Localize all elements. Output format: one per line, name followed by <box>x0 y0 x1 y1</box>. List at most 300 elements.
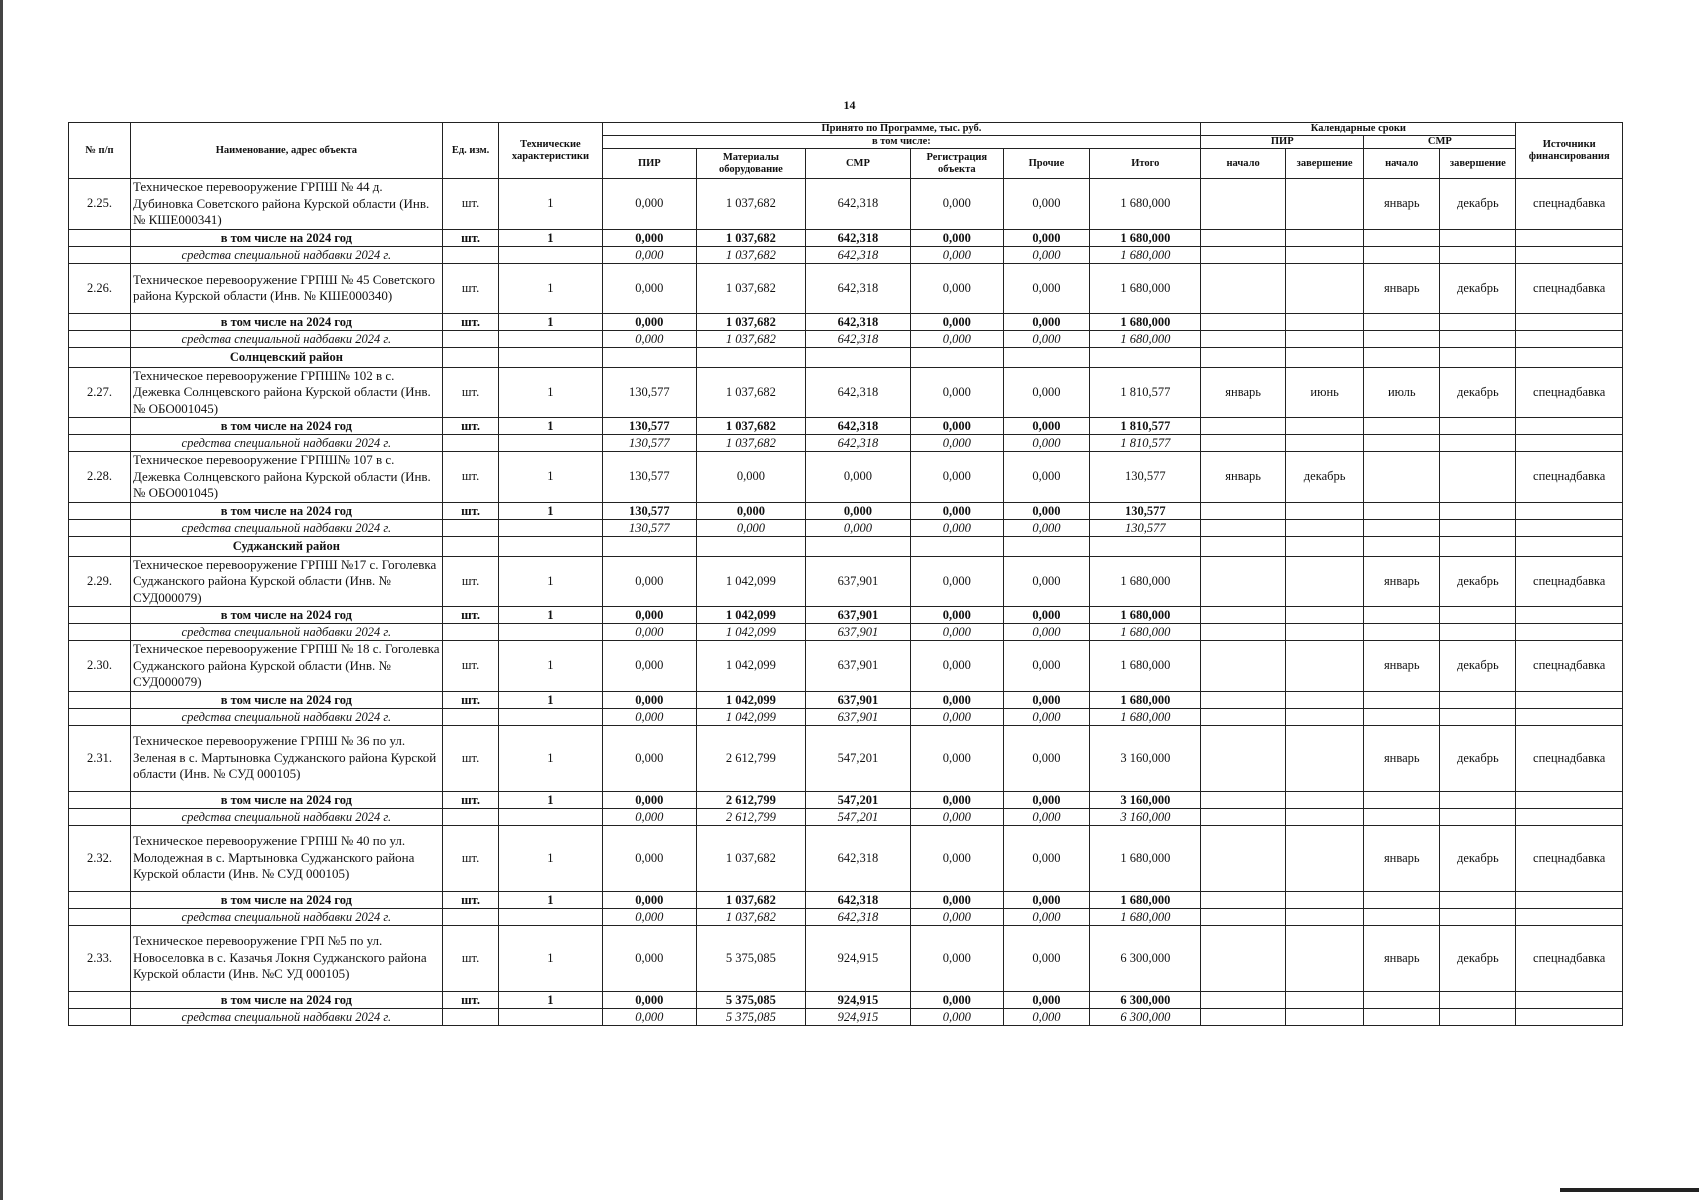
row-empty-cell <box>1286 624 1364 641</box>
object-pir-end <box>1286 263 1364 313</box>
region-empty-cell <box>805 347 910 367</box>
row-tech <box>499 519 602 536</box>
year-row <box>69 313 1623 330</box>
row-total: 1 680,000 <box>1090 891 1201 908</box>
row-empty-cell <box>1364 229 1440 246</box>
object-materials: 1 037,682 <box>697 179 806 230</box>
object-pir-end <box>1286 179 1364 230</box>
row-pir: 0,000 <box>602 229 697 246</box>
object-number: 2.32. <box>69 825 131 891</box>
object-smr: 637,901 <box>805 556 910 607</box>
row-empty-cell <box>1440 229 1516 246</box>
fund-label: средства специальной надбавки 2024 г. <box>130 808 442 825</box>
row-total: 1 680,000 <box>1090 691 1201 708</box>
row-total: 6 300,000 <box>1090 991 1201 1008</box>
object-pir: 0,000 <box>602 925 697 991</box>
row-empty-cell <box>1201 246 1286 263</box>
object-total: 130,577 <box>1090 452 1201 503</box>
object-registration: 0,000 <box>911 367 1003 418</box>
row-empty-cell <box>1201 519 1286 536</box>
object-pir-end <box>1286 556 1364 607</box>
object-smr-end: декабрь <box>1440 556 1516 607</box>
header-tech: Технические характеристики <box>499 123 602 179</box>
year-row <box>69 691 1623 708</box>
row-empty-cell <box>1286 313 1364 330</box>
object-name: Техническое перевооружение ГРП №5 по ул. Новоселовка в с. Казачья Локня Суджанского района Курской области (Инв. №С УД 000105) <box>130 925 442 991</box>
row-empty-cell <box>1286 991 1364 1008</box>
object-tech: 1 <box>499 179 602 230</box>
row-registration: 0,000 <box>911 418 1003 435</box>
object-registration: 0,000 <box>911 925 1003 991</box>
row-other: 0,000 <box>1003 330 1090 347</box>
object-registration: 0,000 <box>911 725 1003 791</box>
region-empty-cell <box>1201 536 1286 556</box>
row-other: 0,000 <box>1003 502 1090 519</box>
row-registration: 0,000 <box>911 808 1003 825</box>
row-pir: 130,577 <box>602 502 697 519</box>
row-empty-cell <box>1286 229 1364 246</box>
row-smr: 924,915 <box>805 1008 910 1025</box>
row-empty-cell <box>1201 691 1286 708</box>
object-row <box>69 725 1623 791</box>
object-other: 0,000 <box>1003 179 1090 230</box>
object-total: 3 160,000 <box>1090 725 1201 791</box>
region-empty-cell <box>1440 347 1516 367</box>
header-pir: ПИР <box>602 149 697 179</box>
header-materials: Материалы оборудование <box>697 149 806 179</box>
object-pir-start <box>1201 925 1286 991</box>
object-pir-end: декабрь <box>1286 452 1364 503</box>
object-row <box>69 179 1623 230</box>
region-empty-cell <box>1090 347 1201 367</box>
region-empty-cell <box>697 536 806 556</box>
row-empty-cell <box>1516 519 1623 536</box>
row-empty-cell <box>1286 691 1364 708</box>
row-unit: шт. <box>442 891 499 908</box>
region-empty-cell <box>1516 347 1623 367</box>
row-empty-cell <box>1201 624 1286 641</box>
header-calendar: Календарные сроки <box>1201 123 1516 136</box>
row-unit <box>442 808 499 825</box>
year-row <box>69 418 1623 435</box>
region-empty-cell <box>1440 536 1516 556</box>
fund-row <box>69 624 1623 641</box>
row-empty-cell <box>1440 624 1516 641</box>
header-no: № п/п <box>69 123 131 179</box>
object-source: спецнадбавка <box>1516 452 1623 503</box>
row-total: 1 680,000 <box>1090 330 1201 347</box>
row-empty-cell <box>1516 435 1623 452</box>
row-registration: 0,000 <box>911 1008 1003 1025</box>
fund-label: средства специальной надбавки 2024 г. <box>130 624 442 641</box>
object-row <box>69 452 1623 503</box>
year-label: в том числе на 2024 год <box>130 891 442 908</box>
row-unit: шт. <box>442 313 499 330</box>
object-pir-start <box>1201 179 1286 230</box>
row-tech: 1 <box>499 502 602 519</box>
row-empty-cell <box>1516 708 1623 725</box>
object-row <box>69 556 1623 607</box>
region-empty-cell <box>1201 347 1286 367</box>
row-empty-cell <box>1286 791 1364 808</box>
header-including: в том числе: <box>602 136 1201 149</box>
object-source: спецнадбавка <box>1516 925 1623 991</box>
region-empty-cell <box>805 536 910 556</box>
year-row <box>69 229 1623 246</box>
header-cal-pir: ПИР <box>1201 136 1364 149</box>
row-empty-cell <box>69 708 131 725</box>
row-tech: 1 <box>499 313 602 330</box>
row-empty-cell <box>1440 418 1516 435</box>
row-smr: 642,318 <box>805 891 910 908</box>
row-pir: 130,577 <box>602 435 697 452</box>
row-empty-cell <box>1364 502 1440 519</box>
row-pir: 0,000 <box>602 891 697 908</box>
year-label: в том числе на 2024 год <box>130 991 442 1008</box>
row-tech <box>499 246 602 263</box>
year-label: в том числе на 2024 год <box>130 229 442 246</box>
region-empty-cell <box>69 536 131 556</box>
row-unit: шт. <box>442 229 499 246</box>
row-empty-cell <box>1286 330 1364 347</box>
object-smr: 642,318 <box>805 263 910 313</box>
object-pir-end <box>1286 725 1364 791</box>
row-smr: 0,000 <box>805 502 910 519</box>
object-pir-start <box>1201 556 1286 607</box>
row-materials: 1 037,682 <box>697 246 806 263</box>
row-empty-cell <box>1516 691 1623 708</box>
object-other: 0,000 <box>1003 263 1090 313</box>
row-empty-cell <box>1201 435 1286 452</box>
object-smr-start: январь <box>1364 179 1440 230</box>
row-tech <box>499 908 602 925</box>
row-materials: 1 037,682 <box>697 313 806 330</box>
object-tech: 1 <box>499 925 602 991</box>
row-empty-cell <box>1440 435 1516 452</box>
row-total: 1 810,577 <box>1090 418 1201 435</box>
row-registration: 0,000 <box>911 891 1003 908</box>
object-name: Техническое перевооружение ГРПШ № 45 Советского района Курской области (Инв. № КШЕ000340) <box>130 263 442 313</box>
object-total: 1 680,000 <box>1090 825 1201 891</box>
row-pir: 0,000 <box>602 607 697 624</box>
row-unit <box>442 908 499 925</box>
object-pir: 0,000 <box>602 263 697 313</box>
year-label: в том числе на 2024 год <box>130 502 442 519</box>
header-total: Итого <box>1090 149 1201 179</box>
row-other: 0,000 <box>1003 519 1090 536</box>
object-tech: 1 <box>499 641 602 692</box>
row-tech: 1 <box>499 229 602 246</box>
object-smr: 0,000 <box>805 452 910 503</box>
row-empty-cell <box>1440 607 1516 624</box>
row-smr: 642,318 <box>805 246 910 263</box>
row-empty-cell <box>1516 418 1623 435</box>
region-empty-cell <box>911 536 1003 556</box>
row-pir: 0,000 <box>602 1008 697 1025</box>
row-other: 0,000 <box>1003 1008 1090 1025</box>
row-unit <box>442 624 499 641</box>
row-empty-cell <box>1286 808 1364 825</box>
row-smr: 642,318 <box>805 229 910 246</box>
fund-row <box>69 1008 1623 1025</box>
object-unit: шт. <box>442 179 499 230</box>
row-empty-cell <box>1201 808 1286 825</box>
region-empty-cell <box>602 536 697 556</box>
region-empty-cell <box>911 347 1003 367</box>
row-empty-cell <box>1286 908 1364 925</box>
row-empty-cell <box>1364 891 1440 908</box>
row-empty-cell <box>1201 418 1286 435</box>
row-pir: 130,577 <box>602 418 697 435</box>
object-smr: 642,318 <box>805 825 910 891</box>
row-empty-cell <box>69 891 131 908</box>
region-empty-cell <box>697 347 806 367</box>
region-row <box>69 347 1623 367</box>
row-smr: 642,318 <box>805 418 910 435</box>
object-unit: шт. <box>442 925 499 991</box>
row-registration: 0,000 <box>911 908 1003 925</box>
row-empty-cell <box>69 330 131 347</box>
region-empty-cell <box>442 347 499 367</box>
row-empty-cell <box>1516 624 1623 641</box>
row-unit <box>442 1008 499 1025</box>
row-registration: 0,000 <box>911 502 1003 519</box>
row-empty-cell <box>1364 246 1440 263</box>
row-empty-cell <box>69 246 131 263</box>
row-unit <box>442 708 499 725</box>
object-row <box>69 825 1623 891</box>
object-number: 2.28. <box>69 452 131 503</box>
object-smr-end <box>1440 452 1516 503</box>
row-tech: 1 <box>499 791 602 808</box>
region-name: Суджанский район <box>130 536 442 556</box>
row-unit <box>442 330 499 347</box>
row-unit: шт. <box>442 791 499 808</box>
object-pir-start <box>1201 641 1286 692</box>
object-tech: 1 <box>499 725 602 791</box>
row-empty-cell <box>1286 246 1364 263</box>
row-smr: 637,901 <box>805 708 910 725</box>
object-other: 0,000 <box>1003 452 1090 503</box>
row-pir: 0,000 <box>602 313 697 330</box>
row-empty-cell <box>1201 1008 1286 1025</box>
object-number: 2.29. <box>69 556 131 607</box>
object-smr-start: январь <box>1364 825 1440 891</box>
row-unit <box>442 519 499 536</box>
header-smr: СМР <box>805 149 910 179</box>
object-source: спецнадбавка <box>1516 556 1623 607</box>
row-empty-cell <box>69 691 131 708</box>
object-other: 0,000 <box>1003 367 1090 418</box>
row-empty-cell <box>1440 991 1516 1008</box>
row-registration: 0,000 <box>911 624 1003 641</box>
object-materials: 1 037,682 <box>697 825 806 891</box>
row-unit: шт. <box>442 418 499 435</box>
region-row <box>69 536 1623 556</box>
object-smr: 547,201 <box>805 725 910 791</box>
object-registration: 0,000 <box>911 452 1003 503</box>
object-total: 6 300,000 <box>1090 925 1201 991</box>
region-empty-cell <box>69 347 131 367</box>
row-empty-cell <box>1516 330 1623 347</box>
row-other: 0,000 <box>1003 691 1090 708</box>
row-empty-cell <box>1286 502 1364 519</box>
object-number: 2.31. <box>69 725 131 791</box>
row-empty-cell <box>1516 991 1623 1008</box>
row-empty-cell <box>1440 502 1516 519</box>
region-empty-cell <box>1364 347 1440 367</box>
object-unit: шт. <box>442 263 499 313</box>
row-total: 1 810,577 <box>1090 435 1201 452</box>
row-total: 1 680,000 <box>1090 246 1201 263</box>
row-pir: 0,000 <box>602 808 697 825</box>
row-total: 3 160,000 <box>1090 791 1201 808</box>
object-smr-start: январь <box>1364 925 1440 991</box>
program-table <box>68 122 1623 1026</box>
row-empty-cell <box>1440 330 1516 347</box>
object-smr: 642,318 <box>805 367 910 418</box>
row-pir: 0,000 <box>602 791 697 808</box>
row-registration: 0,000 <box>911 991 1003 1008</box>
row-other: 0,000 <box>1003 991 1090 1008</box>
row-tech: 1 <box>499 691 602 708</box>
row-total: 1 680,000 <box>1090 229 1201 246</box>
fund-row <box>69 808 1623 825</box>
row-pir: 130,577 <box>602 519 697 536</box>
object-tech: 1 <box>499 367 602 418</box>
row-total: 1 680,000 <box>1090 313 1201 330</box>
object-number: 2.27. <box>69 367 131 418</box>
object-pir: 130,577 <box>602 452 697 503</box>
row-materials: 1 042,099 <box>697 708 806 725</box>
row-tech <box>499 435 602 452</box>
row-materials: 1 037,682 <box>697 908 806 925</box>
object-number: 2.26. <box>69 263 131 313</box>
object-smr-end: декабрь <box>1440 825 1516 891</box>
row-materials: 2 612,799 <box>697 808 806 825</box>
row-empty-cell <box>1440 908 1516 925</box>
object-smr-start: январь <box>1364 263 1440 313</box>
object-source: спецнадбавка <box>1516 641 1623 692</box>
row-empty-cell <box>1364 435 1440 452</box>
fund-label: средства специальной надбавки 2024 г. <box>130 908 442 925</box>
fund-row <box>69 519 1623 536</box>
row-registration: 0,000 <box>911 519 1003 536</box>
row-tech: 1 <box>499 607 602 624</box>
object-registration: 0,000 <box>911 825 1003 891</box>
object-pir-start <box>1201 263 1286 313</box>
object-tech: 1 <box>499 452 602 503</box>
row-empty-cell <box>1516 791 1623 808</box>
row-empty-cell <box>1516 1008 1623 1025</box>
row-empty-cell <box>1201 908 1286 925</box>
fund-label: средства специальной надбавки 2024 г. <box>130 435 442 452</box>
object-other: 0,000 <box>1003 641 1090 692</box>
row-registration: 0,000 <box>911 607 1003 624</box>
row-empty-cell <box>1440 791 1516 808</box>
region-empty-cell <box>1090 536 1201 556</box>
object-smr-end: декабрь <box>1440 725 1516 791</box>
row-empty-cell <box>1201 229 1286 246</box>
object-row <box>69 925 1623 991</box>
row-other: 0,000 <box>1003 908 1090 925</box>
row-registration: 0,000 <box>911 246 1003 263</box>
object-pir-end <box>1286 925 1364 991</box>
scan-edge <box>0 0 3 1200</box>
row-materials: 1 037,682 <box>697 435 806 452</box>
fund-label: средства специальной надбавки 2024 г. <box>130 246 442 263</box>
row-empty-cell <box>1364 1008 1440 1025</box>
object-pir-end <box>1286 825 1364 891</box>
row-materials: 1 037,682 <box>697 891 806 908</box>
row-other: 0,000 <box>1003 708 1090 725</box>
row-empty-cell <box>1201 708 1286 725</box>
header-smr-end: завершение <box>1440 149 1516 179</box>
row-empty-cell <box>1286 418 1364 435</box>
row-materials: 0,000 <box>697 519 806 536</box>
object-name: Техническое перевооружение ГРПШ № 18 с. Гоголевка Суджанского района Курской области (Инв. № СУД000079) <box>130 641 442 692</box>
object-pir-start: январь <box>1201 367 1286 418</box>
fund-row <box>69 330 1623 347</box>
row-total: 1 680,000 <box>1090 908 1201 925</box>
object-pir: 0,000 <box>602 641 697 692</box>
object-smr-end: декабрь <box>1440 263 1516 313</box>
row-empty-cell <box>1286 519 1364 536</box>
row-empty-cell <box>69 808 131 825</box>
row-registration: 0,000 <box>911 330 1003 347</box>
row-smr: 637,901 <box>805 691 910 708</box>
year-label: в том числе на 2024 год <box>130 607 442 624</box>
row-registration: 0,000 <box>911 435 1003 452</box>
row-tech <box>499 624 602 641</box>
object-pir: 130,577 <box>602 367 697 418</box>
row-empty-cell <box>1440 246 1516 263</box>
row-total: 1 680,000 <box>1090 607 1201 624</box>
object-smr-start <box>1364 452 1440 503</box>
row-other: 0,000 <box>1003 229 1090 246</box>
object-tech: 1 <box>499 556 602 607</box>
object-total: 1 680,000 <box>1090 179 1201 230</box>
object-total: 1 680,000 <box>1090 641 1201 692</box>
row-pir: 0,000 <box>602 908 697 925</box>
region-empty-cell <box>499 347 602 367</box>
row-total: 130,577 <box>1090 502 1201 519</box>
region-empty-cell <box>1516 536 1623 556</box>
row-empty-cell <box>1516 607 1623 624</box>
object-pir-start <box>1201 725 1286 791</box>
object-unit: шт. <box>442 367 499 418</box>
region-empty-cell <box>1286 347 1364 367</box>
year-label: в том числе на 2024 год <box>130 691 442 708</box>
row-empty-cell <box>69 908 131 925</box>
object-registration: 0,000 <box>911 641 1003 692</box>
object-registration: 0,000 <box>911 556 1003 607</box>
row-other: 0,000 <box>1003 313 1090 330</box>
object-materials: 1 037,682 <box>697 367 806 418</box>
row-empty-cell <box>1286 1008 1364 1025</box>
year-label: в том числе на 2024 год <box>130 418 442 435</box>
fund-label: средства специальной надбавки 2024 г. <box>130 330 442 347</box>
row-pir: 0,000 <box>602 624 697 641</box>
row-total: 130,577 <box>1090 519 1201 536</box>
row-pir: 0,000 <box>602 708 697 725</box>
object-materials: 1 042,099 <box>697 556 806 607</box>
row-materials: 1 037,682 <box>697 418 806 435</box>
fund-label: средства специальной надбавки 2024 г. <box>130 708 442 725</box>
row-empty-cell <box>1440 808 1516 825</box>
region-empty-cell <box>499 536 602 556</box>
row-empty-cell <box>69 607 131 624</box>
